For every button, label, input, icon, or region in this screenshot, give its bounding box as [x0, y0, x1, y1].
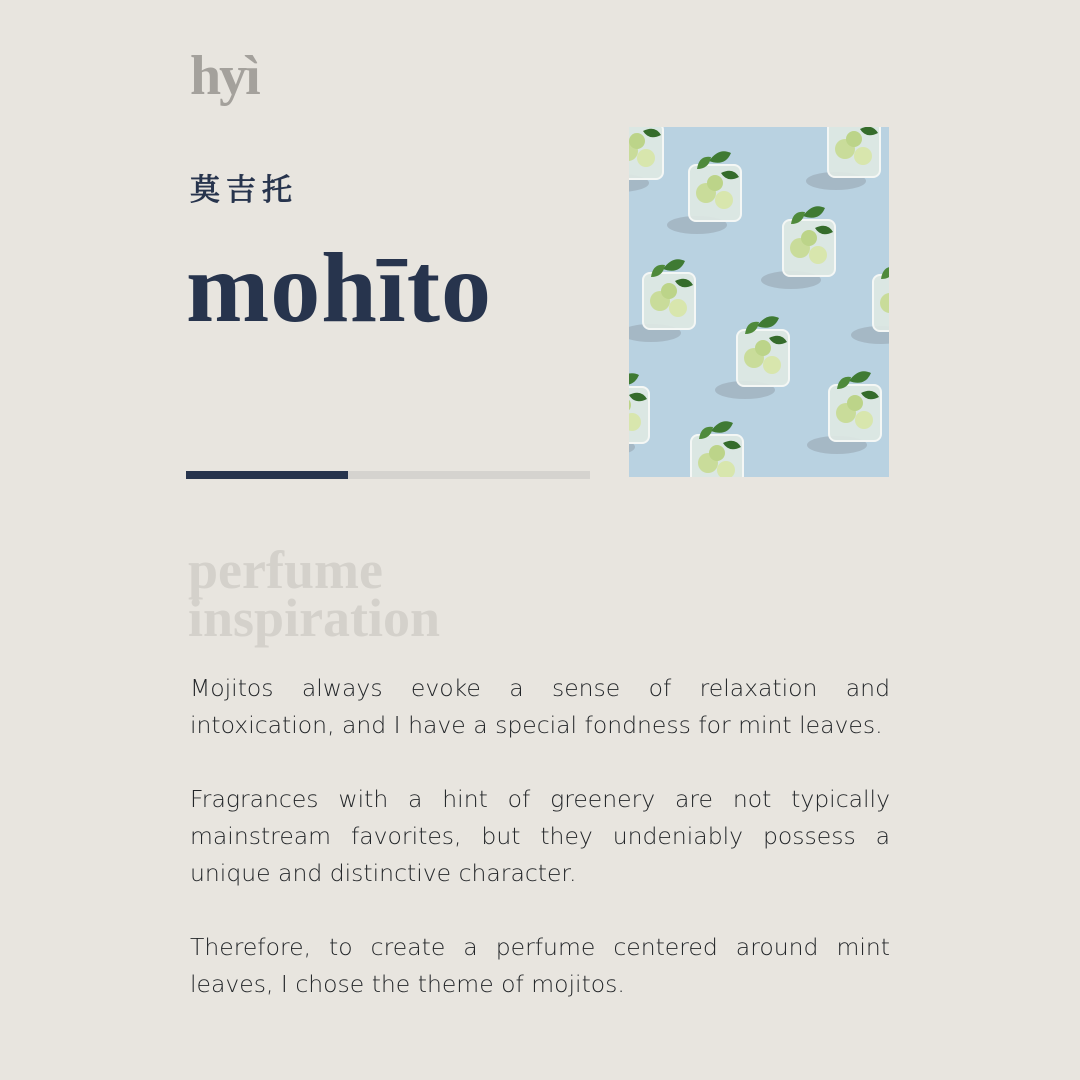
section-heading — [188, 540, 441, 648]
mojito-glasses-icon — [629, 127, 889, 477]
section-heading-line2: inspiration — [188, 588, 441, 648]
progress-bar-fill — [186, 471, 348, 479]
paragraph: Fragrances with a hint of greenery are not typically mainstream favorites, but they undeniably possess a unique and distinctive character. — [190, 785, 890, 887]
page-title: mohīto — [186, 232, 492, 343]
section-heading-line1: perfume — [188, 540, 383, 600]
paragraph: Therefore, to create a perfume centered around mint leaves, I chose the theme of mojitos. — [190, 933, 890, 998]
mojito-photo — [629, 127, 889, 477]
body-text — [190, 670, 890, 1040]
title-chinese: 莫吉托 — [190, 173, 298, 208]
progress-bar — [186, 471, 590, 479]
paragraph: Mojitos always evoke a sense of relaxation and intoxication, and I have a special fondness for mint leaves. — [190, 674, 890, 739]
logo: hyì — [190, 45, 259, 107]
